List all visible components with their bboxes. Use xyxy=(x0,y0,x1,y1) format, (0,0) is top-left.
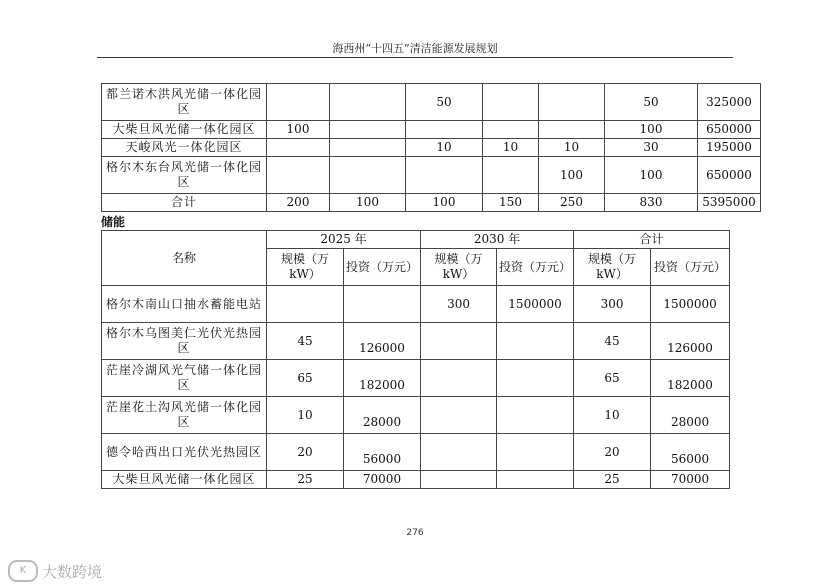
table-row xyxy=(102,434,730,471)
table-row xyxy=(102,397,730,434)
cell: 100 xyxy=(539,157,605,194)
cell: 100 xyxy=(267,121,330,139)
invest-header: 投资（万元） xyxy=(344,249,421,286)
cell: 10 xyxy=(267,397,344,434)
cell xyxy=(651,434,730,471)
cell xyxy=(539,121,605,139)
table-row xyxy=(102,157,761,194)
storage-table xyxy=(101,230,730,489)
cell xyxy=(406,157,483,194)
table-total-row xyxy=(102,194,761,212)
cell-value: 182000 xyxy=(359,377,405,392)
row-name: 茫崖冷湖风光气储一体化园区 xyxy=(102,360,267,397)
row-name: 大柴旦风光储一体化园区 xyxy=(102,471,267,489)
cell xyxy=(267,84,330,121)
cell: 100 xyxy=(330,194,406,212)
row-name: 大柴旦风光储一体化园区 xyxy=(102,121,267,139)
invest-header: 投资（万元） xyxy=(651,249,730,286)
cell: 1500000 xyxy=(497,286,574,323)
cell xyxy=(483,121,539,139)
cell: 5395000 xyxy=(698,194,761,212)
cell: 650000 xyxy=(698,157,761,194)
cell xyxy=(497,471,574,489)
cell xyxy=(497,434,574,471)
cell xyxy=(330,157,406,194)
cell: 65 xyxy=(267,360,344,397)
cell xyxy=(330,121,406,139)
watermark-logo-icon: K xyxy=(8,560,38,582)
cell xyxy=(344,434,421,471)
cell: 25 xyxy=(574,471,651,489)
cell: 10 xyxy=(406,139,483,157)
cell xyxy=(483,84,539,121)
name-header: 名称 xyxy=(102,231,267,286)
cell xyxy=(497,360,574,397)
cell: 325000 xyxy=(698,84,761,121)
cell xyxy=(483,157,539,194)
row-name: 格尔木南山口抽水蓄能电站 xyxy=(102,286,267,323)
page-number: 276 xyxy=(406,528,424,538)
cell xyxy=(421,323,497,360)
table-row xyxy=(102,360,730,397)
cell: 100 xyxy=(406,194,483,212)
cell xyxy=(651,360,730,397)
cell xyxy=(406,121,483,139)
total-header: 合计 xyxy=(574,231,730,249)
cell: 50 xyxy=(605,84,698,121)
cell xyxy=(539,84,605,121)
table-header-row xyxy=(102,231,730,249)
header-rule xyxy=(97,57,733,58)
cell xyxy=(651,397,730,434)
cell: 200 xyxy=(267,194,330,212)
cell: 65 xyxy=(574,360,651,397)
cell: 10 xyxy=(574,397,651,434)
cell xyxy=(421,360,497,397)
cell-value: 28000 xyxy=(362,414,402,429)
row-name: 德令哈西出口光伏光热园区 xyxy=(102,434,267,471)
row-name: 格尔木乌图美仁光伏光热园区 xyxy=(102,323,267,360)
invest-header: 投资（万元） xyxy=(497,249,574,286)
cell xyxy=(497,323,574,360)
cell: 70000 xyxy=(651,471,730,489)
cell xyxy=(267,157,330,194)
row-name: 合计 xyxy=(102,194,267,212)
cell: 20 xyxy=(574,434,651,471)
cell xyxy=(330,84,406,121)
row-name: 格尔木东台风光储一体化园区 xyxy=(102,157,267,194)
cell-value: 126000 xyxy=(667,340,713,355)
table-row xyxy=(102,139,761,157)
cell xyxy=(267,286,344,323)
cell: 45 xyxy=(574,323,651,360)
cell: 150 xyxy=(483,194,539,212)
cell: 20 xyxy=(267,434,344,471)
cell: 10 xyxy=(483,139,539,157)
year-2030-header: 2030 年 xyxy=(421,231,574,249)
cell: 50 xyxy=(406,84,483,121)
table-row xyxy=(102,323,730,360)
table-row xyxy=(102,471,730,489)
cell xyxy=(344,323,421,360)
cell: 25 xyxy=(267,471,344,489)
section-heading: 储能 xyxy=(101,215,126,229)
scale-header: 规模（万kW） xyxy=(267,249,344,286)
row-name: 天峻风光一体化园区 xyxy=(102,139,267,157)
table-row xyxy=(102,84,761,121)
cell: 195000 xyxy=(698,139,761,157)
page-header-title: 海西州“十四五”清洁能源发展规划 xyxy=(332,42,498,55)
row-name: 茫崖花土沟风光储一体化园区 xyxy=(102,397,267,434)
scale-header: 规模（万kW） xyxy=(574,249,651,286)
cell xyxy=(421,397,497,434)
cell: 10 xyxy=(539,139,605,157)
cell-value: 126000 xyxy=(359,340,405,355)
row-name: 都兰诺木洪风光储一体化园区 xyxy=(102,84,267,121)
watermark-text: 大数跨境 xyxy=(42,562,103,581)
cell: 830 xyxy=(605,194,698,212)
generation-table xyxy=(101,83,761,212)
cell: 650000 xyxy=(698,121,761,139)
cell: 300 xyxy=(574,286,651,323)
cell xyxy=(651,323,730,360)
cell-value: 56000 xyxy=(670,451,710,466)
table-row xyxy=(102,121,761,139)
cell-value: 182000 xyxy=(667,377,713,392)
cell xyxy=(344,286,421,323)
cell xyxy=(497,397,574,434)
cell xyxy=(344,397,421,434)
table-row xyxy=(102,286,730,323)
year-2025-header: 2025 年 xyxy=(267,231,421,249)
cell xyxy=(421,434,497,471)
cell xyxy=(344,360,421,397)
scale-header: 规模（万kW） xyxy=(421,249,497,286)
cell-value: 56000 xyxy=(362,451,402,466)
cell: 45 xyxy=(267,323,344,360)
cell xyxy=(267,139,330,157)
cell: 70000 xyxy=(344,471,421,489)
cell-value: 28000 xyxy=(670,414,710,429)
cell: 1500000 xyxy=(651,286,730,323)
cell xyxy=(330,139,406,157)
cell: 250 xyxy=(539,194,605,212)
cell: 30 xyxy=(605,139,698,157)
cell xyxy=(421,471,497,489)
cell: 300 xyxy=(421,286,497,323)
watermark xyxy=(8,560,102,582)
cell: 100 xyxy=(605,157,698,194)
cell: 100 xyxy=(605,121,698,139)
